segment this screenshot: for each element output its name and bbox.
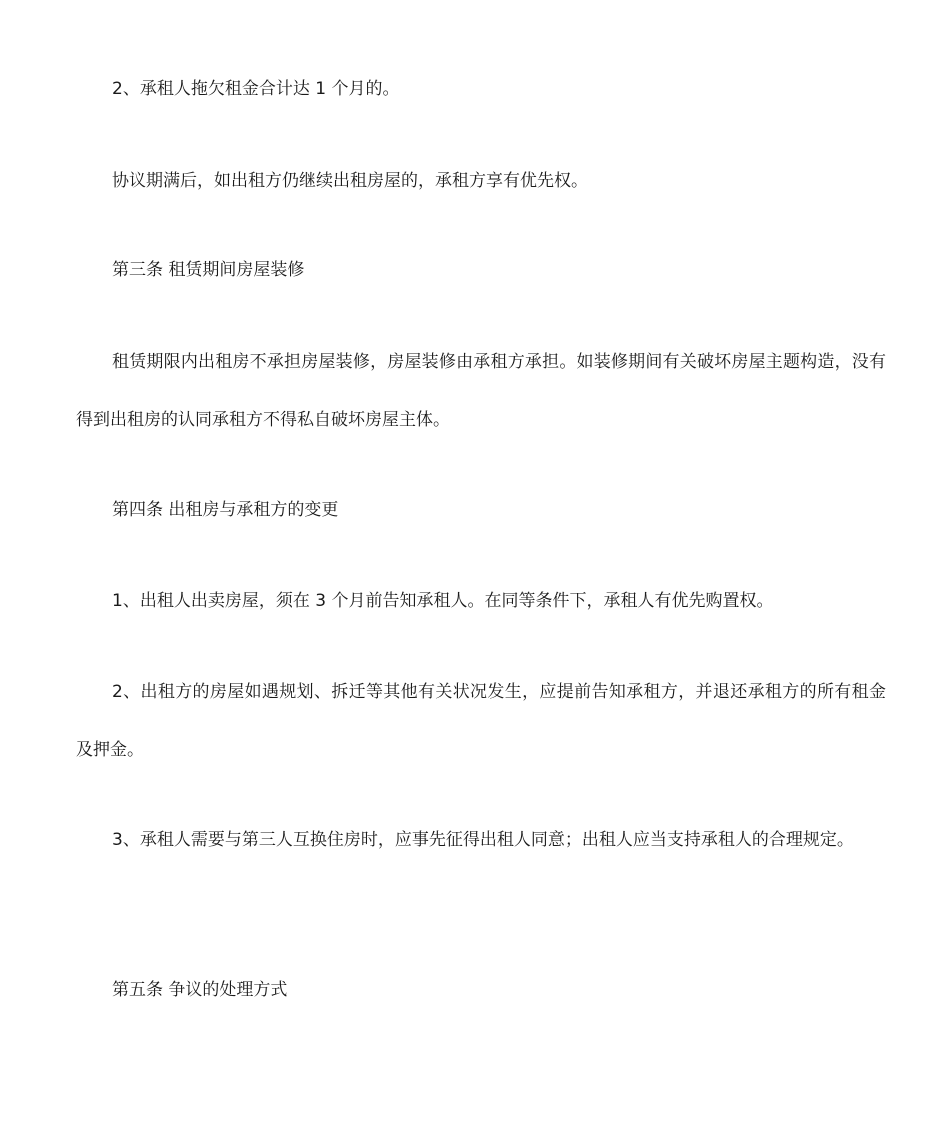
clause-housing-swap: 3、承租人需要与第三人互换住房时，应事先征得出租人同意；出租人应当支持承租人的合理规定。 <box>112 830 854 850</box>
clause-renewal-priority: 协议期满后，如出租方仍继续出租房屋的，承租方享有优先权。 <box>112 171 588 191</box>
clause-rent-arrears: 2、承租人拖欠租金合计达 1 个月的。 <box>112 79 400 99</box>
article-4-heading: 第四条 出租房与承租方的变更 <box>112 500 339 520</box>
article-5-heading: 第五条 争议的处理方式 <box>112 980 288 1000</box>
clause-sale-notice: 1、出租人出卖房屋，须在 3 个月前告知承租人。在同等条件下，承租人有优先购置权。 <box>112 591 774 611</box>
clause-demolition: 2、出租方的房屋如遇规划、拆迁等其他有关状况发生，应提前告知承租方，并退还承租方的所有租金及押金。 <box>76 682 886 760</box>
article-3-heading: 第三条 租赁期间房屋装修 <box>112 260 305 280</box>
clause-decoration: 租赁期限内出租房不承担房屋装修，房屋装修由承租方承担。如装修期间有关破坏房屋主题构造，没有得到出租房的认同承租方不得私自破坏房屋主体。 <box>76 352 886 430</box>
